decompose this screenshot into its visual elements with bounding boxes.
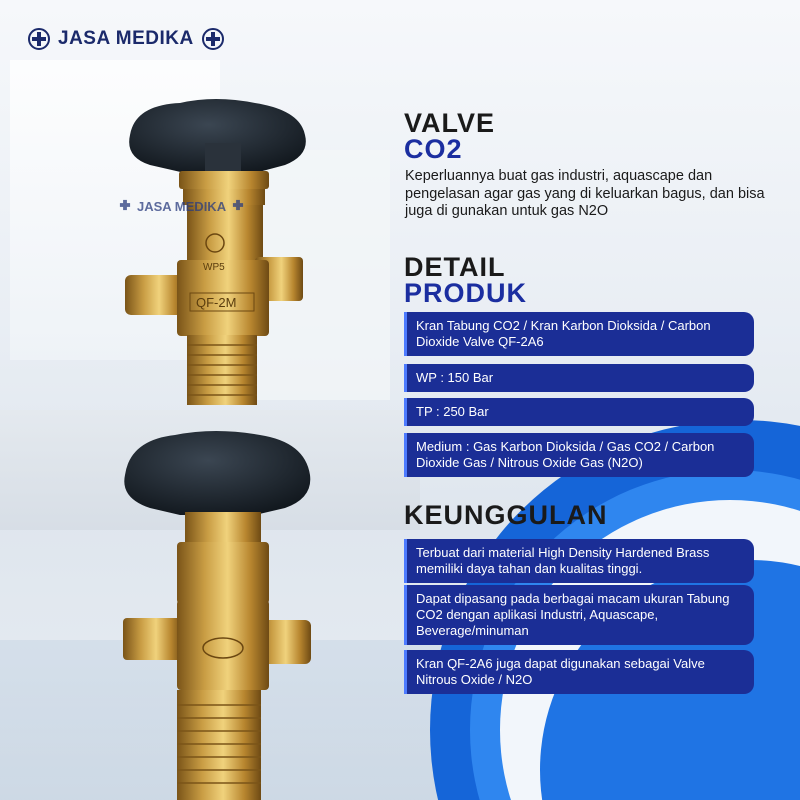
product-title-line2: CO2: [404, 134, 463, 164]
medical-cross-icon: [28, 28, 50, 50]
advantages-heading: KEUNGGULAN: [404, 500, 608, 530]
medical-cross-icon: [231, 198, 245, 215]
brand-watermark: [118, 198, 245, 215]
valve-top: [125, 99, 306, 405]
detail-item: TP : 250 Bar: [404, 398, 754, 426]
medical-cross-icon: [202, 28, 224, 50]
product-description: Keperluannya buat gas industri, aquascape dan pengelasan agar gas yang di keluarkan bagus, dan bisa juga di gunakan untuk gas N2O: [405, 168, 765, 219]
valve-engraving-wp: WP5: [203, 262, 225, 273]
advantage-item: Kran QF-2A6 juga dapat digunakan sebagai Valve Nitrous Oxide / N2O: [404, 650, 754, 694]
detail-item: Medium : Gas Karbon Dioksida / Gas CO2 / Carbon Dioxide Gas / Nitrous Oxide Gas (N2O): [404, 433, 754, 477]
valve-bottom: [123, 431, 311, 800]
detail-item: Kran Tabung CO2 / Kran Karbon Dioksida / Carbon Dioxide Valve QF-2A6: [404, 312, 754, 356]
advantage-item: Dapat dipasang pada berbagai macam ukuran Tabung CO2 dengan aplikasi Industri, Aquascape, Beverage/minuman: [404, 585, 754, 645]
advantage-item: Terbuat dari material High Density Hardened Brass memiliki daya tahan dan kualitas tinggi.: [404, 539, 754, 583]
watermark-text: JASA MEDIKA: [137, 199, 227, 214]
detail-item: WP : 150 Bar: [404, 364, 754, 392]
detail-heading-line2: PRODUK: [404, 278, 528, 308]
product-title-line1: VALVE: [404, 108, 496, 138]
brand-logo: [28, 28, 224, 50]
medical-cross-icon: [118, 198, 132, 215]
detail-heading-line1: DETAIL: [404, 252, 506, 282]
valve-engraving-model: QF-2M: [196, 295, 237, 310]
brand-name: JASA MEDIKA: [58, 28, 194, 49]
